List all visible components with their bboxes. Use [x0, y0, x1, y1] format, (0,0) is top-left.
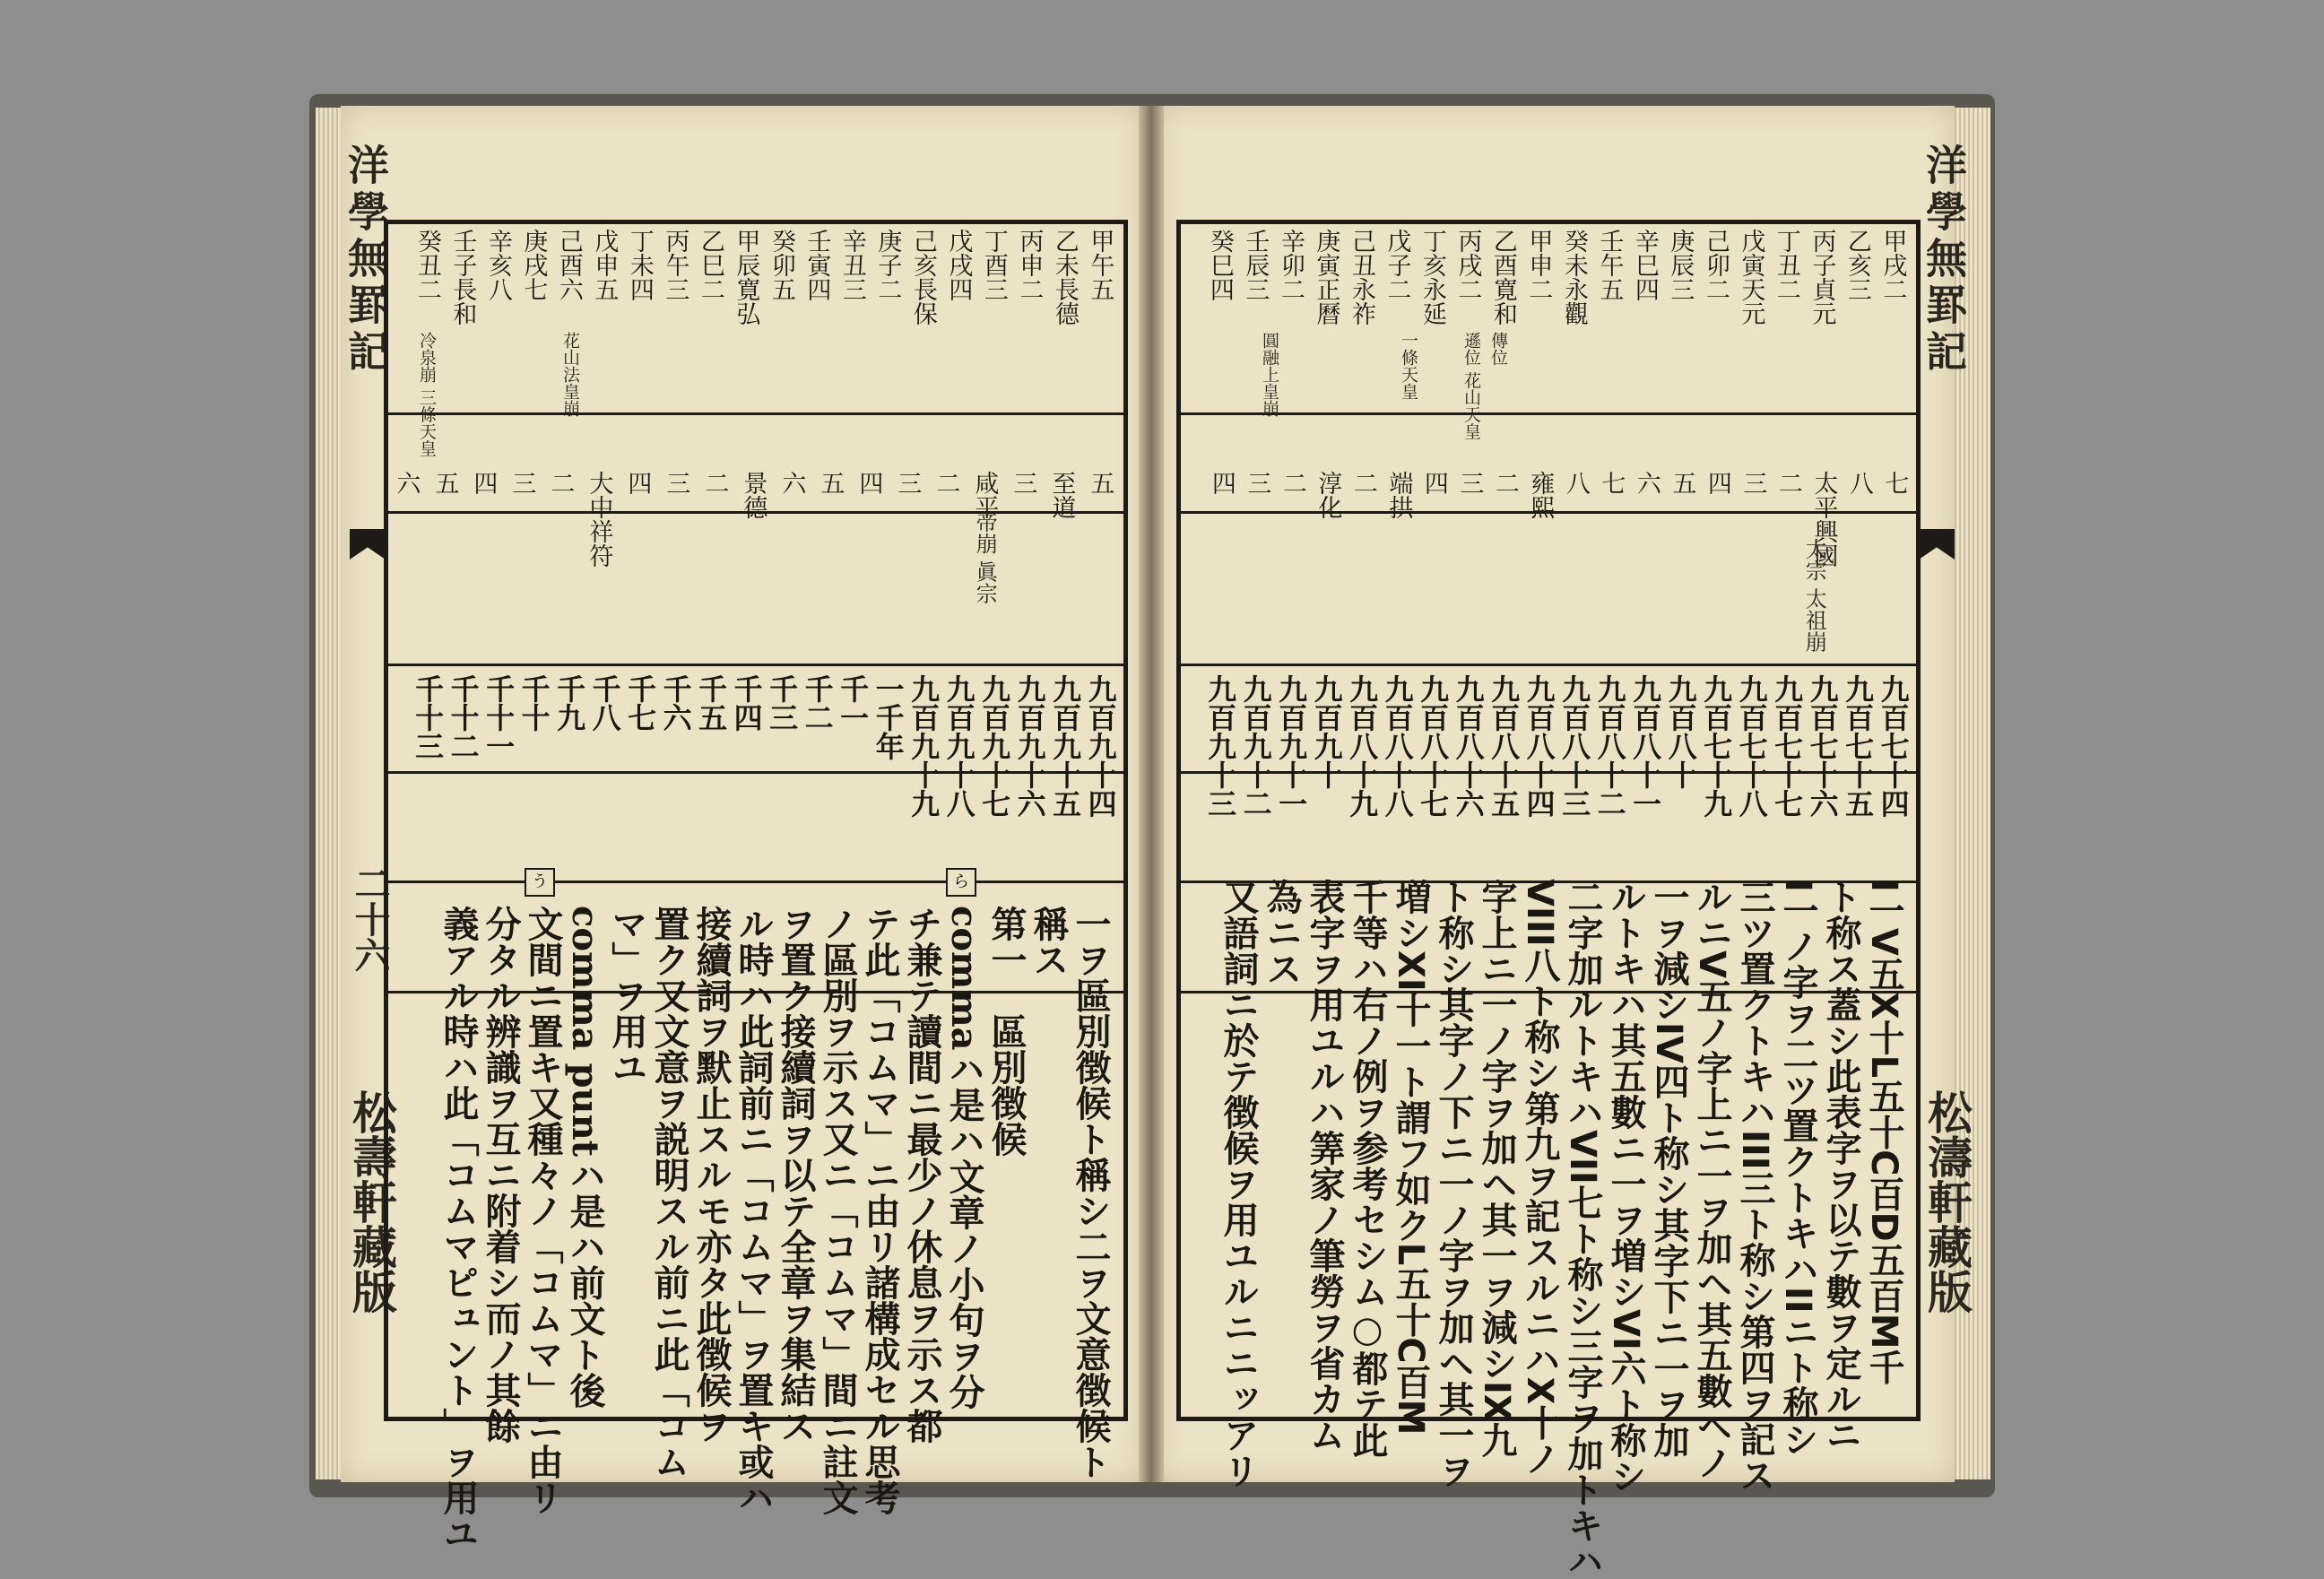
era-column: 戊申五	[590, 229, 619, 301]
china-era-cell: 三	[1455, 471, 1484, 495]
era-column: 甲午五	[1086, 229, 1114, 301]
era-column: 癸未永觀	[1559, 229, 1588, 325]
right-era-note: 圓融上皇崩	[1259, 332, 1279, 417]
china-era-cell: 四	[623, 471, 652, 495]
china-era-cell: 至道	[1047, 471, 1076, 519]
text-column: 表字ヲ用ユルハ筭家ノ筆勞ヲ省カム	[1304, 879, 1345, 1453]
china-era-cell: 雍熙	[1526, 471, 1555, 519]
china-era-cell: 二	[546, 471, 575, 495]
rule	[388, 412, 1123, 415]
year-cell: 千六	[658, 674, 693, 732]
era-column: 乙巳二	[696, 229, 724, 301]
year-cell: 九百八十三	[1557, 674, 1592, 818]
china-era-cell: 二	[1348, 471, 1377, 495]
left-margin-title: 洋學無罫記	[342, 143, 390, 377]
era-column: 己丑永祚	[1347, 229, 1375, 325]
era-column: 丁亥永延	[1418, 229, 1446, 325]
text-column: I一V五X十L五十C百D五百M千	[1863, 879, 1904, 1385]
era-column: 乙酉寛和	[1488, 229, 1517, 325]
era-column: 癸巳四	[1205, 229, 1234, 301]
year-cell: 千三	[765, 674, 800, 732]
china-era-cell: 六	[777, 471, 806, 495]
year-cell: 千四	[729, 674, 764, 732]
era-column: 甲戌二	[1878, 229, 1907, 301]
era-column: 丙子貞元	[1808, 229, 1836, 325]
era-column: 庚子二	[873, 229, 902, 301]
year-cell: 一千年	[871, 674, 906, 760]
china-era-cell: 三	[1009, 471, 1037, 495]
left-era-note: 冷泉崩 三條天皇	[416, 332, 437, 457]
year-cell: 九百九十	[1309, 674, 1344, 789]
china-era-cell: 六	[392, 471, 421, 495]
year-cell: 千十一	[481, 674, 516, 760]
text-column: 一ヲ區別徴候ト稱シ二ヲ文意徴候ト	[1070, 906, 1112, 1479]
era-column: 丙申二	[1015, 229, 1044, 301]
year-cell: 九百七十六	[1805, 674, 1840, 818]
year-cell: 千十	[516, 674, 551, 732]
text-column: 又語詞ニ於テ徴候ヲ用ユルニニッアリ	[1218, 879, 1259, 1488]
year-cell: 九百八十八	[1380, 674, 1415, 818]
year-cell: 千五	[694, 674, 729, 732]
year-cell: 九百九十六	[1012, 674, 1047, 818]
era-column: 庚戌七	[519, 229, 548, 301]
year-cell: 九百九十二	[1238, 674, 1273, 818]
china-era-cell: 七	[1880, 471, 1909, 495]
right-era-note: 一條天皇	[1398, 332, 1418, 400]
era-column: 甲申二	[1524, 229, 1553, 301]
year-cell: 千八	[587, 674, 622, 732]
year-cell: 千七	[623, 674, 658, 732]
era-column: 癸卯五	[767, 229, 795, 301]
china-era-cell: 五	[1668, 471, 1696, 495]
year-cell: 千十三	[411, 674, 446, 760]
era-column: 壬辰三	[1241, 229, 1270, 301]
text-column: 字上ニ一ノ字ヲ加ヘ其一ヲ減シIX九	[1476, 879, 1517, 1458]
year-cell: 九百八十四	[1522, 674, 1557, 818]
year-cell: 九百九十七	[977, 674, 1012, 818]
china-era-cell: 三	[1243, 471, 1271, 495]
china-era-cell: 三	[1739, 471, 1767, 495]
right-era-note: 傳位	[1487, 332, 1508, 366]
era-column: 辛卯二	[1276, 229, 1305, 301]
text-column: 千等ハ右ノ例ヲ参考セシム○都テ此	[1347, 879, 1388, 1458]
china-era-cell: 三	[893, 471, 922, 495]
text-column: 二字加ルトキハVII七ト称シ三字ヲ加トキハ	[1562, 879, 1603, 1579]
china-era-cell: 八	[1844, 471, 1873, 495]
china-era-cell: 二	[1278, 471, 1306, 495]
text-column: テ此「コムマ」ニ由リ諸構成セル思考	[859, 906, 901, 1515]
china-era-cell: 四	[1419, 471, 1448, 495]
china-era-cell: 三	[507, 471, 536, 495]
year-cell: 九百九十四	[1083, 674, 1118, 818]
left-page-number: 二十六	[349, 865, 391, 973]
text-column: 文間ニ置キ又種々ノ「コムマ」ニ由リ	[522, 906, 564, 1515]
china-era-cell: 太平興國	[1809, 471, 1838, 568]
year-cell: 千十二	[446, 674, 481, 760]
year-cell: 九百九十九	[906, 674, 941, 818]
china-era-cell: 四	[1207, 471, 1236, 495]
china-era-cell: 二	[932, 471, 960, 495]
left-era-note: 花山法皇崩	[559, 332, 580, 417]
era-column: 壬子長和	[448, 229, 477, 325]
year-cell: 九百七十九	[1699, 674, 1734, 818]
text-column: I一ノ字ヲ二ツ置クトキハIIニト称シ	[1777, 879, 1818, 1457]
year-cell: 九百九十三	[1203, 674, 1238, 818]
era-column: 戊寅天元	[1737, 229, 1765, 325]
era-column: 乙亥三	[1843, 229, 1871, 301]
china-era-cell: 二	[700, 471, 729, 495]
year-cell: 千九	[552, 674, 587, 732]
text-column: 稱ス	[1028, 906, 1070, 977]
era-column: 丁未四	[625, 229, 654, 301]
year-cell: 九百八十	[1663, 674, 1698, 789]
text-column: 置ク又文意ヲ説明スル前ニ此「コム	[648, 906, 690, 1479]
era-column: 丙戌二	[1453, 229, 1482, 301]
china-era-cell: 六	[1632, 471, 1661, 495]
era-column: 辛丑三	[837, 229, 866, 301]
left-marker-1: ら	[946, 868, 976, 897]
year-cell: 九百九十八	[941, 674, 976, 818]
china-era-cell: 七	[1597, 471, 1626, 495]
year-cell: 九百八十一	[1628, 674, 1663, 818]
text-column: comma puntハ是ハ前文ト後	[564, 906, 606, 1409]
year-cell: 九百八十九	[1345, 674, 1380, 818]
china-era-cell: 五	[430, 471, 459, 495]
text-column: ノ區別ヲ示ス又ニ「コムマ」間ニ註文	[817, 906, 859, 1515]
era-column: 己卯二	[1701, 229, 1730, 301]
text-column: VIII八ト称シ第九ヲ記スルニハX十ノ	[1519, 879, 1560, 1477]
rule	[388, 881, 1123, 883]
era-column: 辛巳四	[1630, 229, 1659, 301]
right-publisher: 松濤軒藏版	[1921, 1089, 1973, 1314]
era-column: 壬寅四	[802, 229, 831, 301]
text-column: マ」ヲ用ユ	[606, 906, 648, 1085]
rule	[388, 664, 1123, 666]
year-cell: 九百九十五	[1048, 674, 1083, 818]
china-era-cell: 二	[1490, 471, 1519, 495]
left-marker-2: う	[525, 868, 555, 897]
text-column: ル時ハ此詞前ニ「コムマ」ヲ置キ或ハ	[733, 906, 775, 1515]
era-column: 丁酉三	[979, 229, 1008, 301]
year-cell: 九百八十七	[1416, 674, 1451, 818]
era-column: 甲辰寛弘	[732, 229, 760, 325]
china-era-cell: 四	[469, 471, 498, 495]
china-era-cell: 四	[1703, 471, 1731, 495]
china-era-cell: 五	[1086, 471, 1114, 495]
era-column: 戊子二	[1383, 229, 1411, 301]
year-cell: 千一	[836, 674, 871, 732]
china-era-cell: 大中祥符	[585, 471, 613, 568]
right-margin-title: 洋學無罫記	[1920, 143, 1968, 377]
text-column: ルニV五ノ字上ニ一ヲ加ヘ其五數ヘノ	[1691, 879, 1732, 1480]
year-cell: 千二	[800, 674, 835, 732]
left-china-note: 帝崩 眞宗	[972, 511, 998, 604]
text-column: ト称ス蓋シ此表字ヲ以テ數ヲ定ルニ	[1820, 879, 1861, 1453]
text-column: ルトキハ其五數ニ一ヲ増シVI六ト称シ	[1605, 879, 1646, 1494]
rule	[1181, 664, 1916, 666]
china-era-cell: 三	[662, 471, 690, 495]
china-era-cell: 淳化	[1314, 471, 1342, 519]
era-column: 壬午五	[1595, 229, 1624, 301]
china-era-cell: 四	[854, 471, 883, 495]
right-era-note: 遜位 花山天皇	[1461, 332, 1481, 440]
text-column: ヲ置ク接續詞ヲ以テ全章ヲ集結ス	[775, 906, 817, 1444]
text-column: 第一 區別徴候	[985, 906, 1028, 1157]
era-column: 己亥長保	[908, 229, 937, 325]
china-era-cell: 五	[816, 471, 845, 495]
text-column: 三ツ置クトキハIII三ト称シ第四ヲ記ス	[1734, 879, 1775, 1493]
year-cell: 九百八十五	[1487, 674, 1522, 818]
text-column: 増シXI十一ト謂フ如クL五十C百M	[1390, 879, 1431, 1436]
year-cell: 九百七十四	[1876, 674, 1911, 818]
era-column: 辛亥八	[483, 229, 512, 301]
era-column: 己酉六	[554, 229, 583, 301]
year-cell: 九百七十五	[1841, 674, 1876, 818]
era-column: 戊戌四	[944, 229, 973, 301]
text-column: 分タル辨識ヲ互ニ附着シ而ノ其餘	[480, 906, 522, 1444]
text-column: 為ニス	[1261, 879, 1302, 986]
china-era-cell: 咸平	[970, 471, 999, 519]
text-column: チ兼テ讀間ニ最少ノ休息ヲ示ス都	[901, 906, 943, 1444]
text-column: commaハ是ハ文章ノ小句ヲ分	[943, 906, 985, 1410]
era-column: 丙午三	[661, 229, 689, 301]
china-era-cell: 景德	[739, 471, 767, 519]
text-column: 一ヲ減シIV四ト称シ其字下ニ一ヲ加	[1648, 879, 1689, 1458]
right-china-note: 太宗 太祖崩	[1801, 538, 1827, 653]
year-cell: 九百九十一	[1274, 674, 1309, 818]
text-column: ト称シ其字ノ下ニ一ノ字ヲ加ヘ其一ヲ	[1433, 879, 1474, 1488]
era-column: 乙未長德	[1050, 229, 1079, 325]
era-column: 丁丑二	[1772, 229, 1800, 301]
year-cell: 九百八十二	[1592, 674, 1627, 818]
left-publisher: 松壽軒藏版	[345, 1089, 398, 1314]
book-gutter	[1139, 106, 1164, 1482]
era-column: 庚寅正曆	[1312, 229, 1340, 325]
china-era-cell: 二	[1773, 471, 1802, 495]
year-cell: 九百八十六	[1451, 674, 1486, 818]
era-column: 庚辰三	[1666, 229, 1695, 301]
text-column: 義アル時ハ此「コムマピュント」ヲ用ユ	[438, 906, 480, 1551]
era-column: 癸丑二	[412, 229, 441, 301]
year-cell: 九百七十七	[1770, 674, 1805, 818]
china-era-cell: 端拱	[1384, 471, 1413, 519]
year-cell: 九百七十八	[1734, 674, 1769, 818]
text-column: 接續詞ヲ默止スルモ亦タ此徴候ヲ	[690, 906, 733, 1444]
rule	[1181, 412, 1916, 415]
china-era-cell: 八	[1561, 471, 1590, 495]
